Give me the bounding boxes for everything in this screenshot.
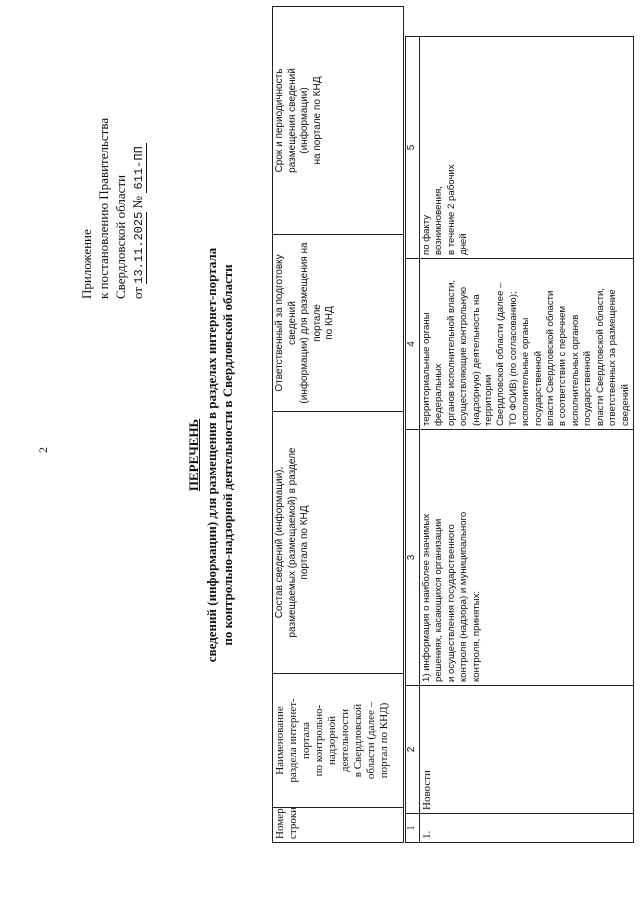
appendix-region: Свердловской области bbox=[113, 174, 128, 299]
column-number: 5 bbox=[406, 37, 420, 259]
appendix-date-line bbox=[129, 99, 147, 299]
from-label: от bbox=[130, 286, 145, 299]
column-number: 3 bbox=[406, 430, 420, 686]
row-responsible: территориальные органы федеральных органов исполнительной власти, осуществляющие контрольную (надзорную) деятельность на территории Свердловской области (далее – ТО ФОИВ) (по согласованию); исполнительные органы государственной власти Свердловской области в соответствии с перечнем исполнительных органов государственной власти Свердловской области, ответственных за размещение сведений bbox=[420, 259, 634, 430]
header-row bbox=[273, 7, 404, 843]
row-section: Новости bbox=[420, 686, 634, 814]
row-content: 1) информация о наиболее значимых решениях, касающихся организации и осуществления государственного контроля (надзора) и муниципального контроля, принятых: bbox=[420, 430, 634, 686]
column-number: 1 bbox=[406, 814, 420, 843]
column-number: 2 bbox=[406, 686, 420, 814]
number-label: № bbox=[130, 196, 145, 209]
column-number: 4 bbox=[406, 259, 420, 430]
title-line-1: сведений (информации) для размещения в разделах интернет-портала bbox=[204, 247, 219, 663]
row-number: 1. bbox=[420, 814, 634, 843]
resolution-date: 13.11.2025 bbox=[132, 211, 146, 284]
resolution-number: 611-ПП bbox=[132, 143, 147, 193]
document-title bbox=[186, 155, 236, 755]
title-line-2: по контрольно-надзорной деятельности в Свердловской области bbox=[220, 264, 235, 646]
appendix-resolution: к постановлению Правительства bbox=[96, 117, 111, 299]
appendix-block bbox=[78, 99, 147, 299]
title-heading: ПЕРЕЧЕНЬ bbox=[186, 418, 201, 492]
header-section-name: Наименование раздела интернет- портала по контрольно- надзорной деятельности в Свердловской области (далее – портал по КНД) bbox=[273, 674, 404, 808]
header-term: Срок и периодичность размещения сведений (информации) на портале по КНД bbox=[273, 7, 404, 235]
appendix-label: Приложение bbox=[79, 229, 94, 299]
page-number: 2 bbox=[36, 447, 50, 453]
row-term: по факту возникновения, в течение 2 рабочих дней bbox=[420, 37, 634, 259]
table-body bbox=[405, 36, 634, 843]
column-numbers-row bbox=[406, 37, 420, 843]
table-row bbox=[420, 37, 634, 843]
table-header bbox=[272, 6, 404, 843]
header-content: Состав сведений (информации), размещаемых (размещаемой) в разделе портала по КНД bbox=[273, 412, 404, 674]
header-responsible: Ответственный за подготовку сведений (информации) для размещения на портале по КНД bbox=[273, 235, 404, 412]
header-row-number: Номер строки bbox=[273, 808, 404, 843]
